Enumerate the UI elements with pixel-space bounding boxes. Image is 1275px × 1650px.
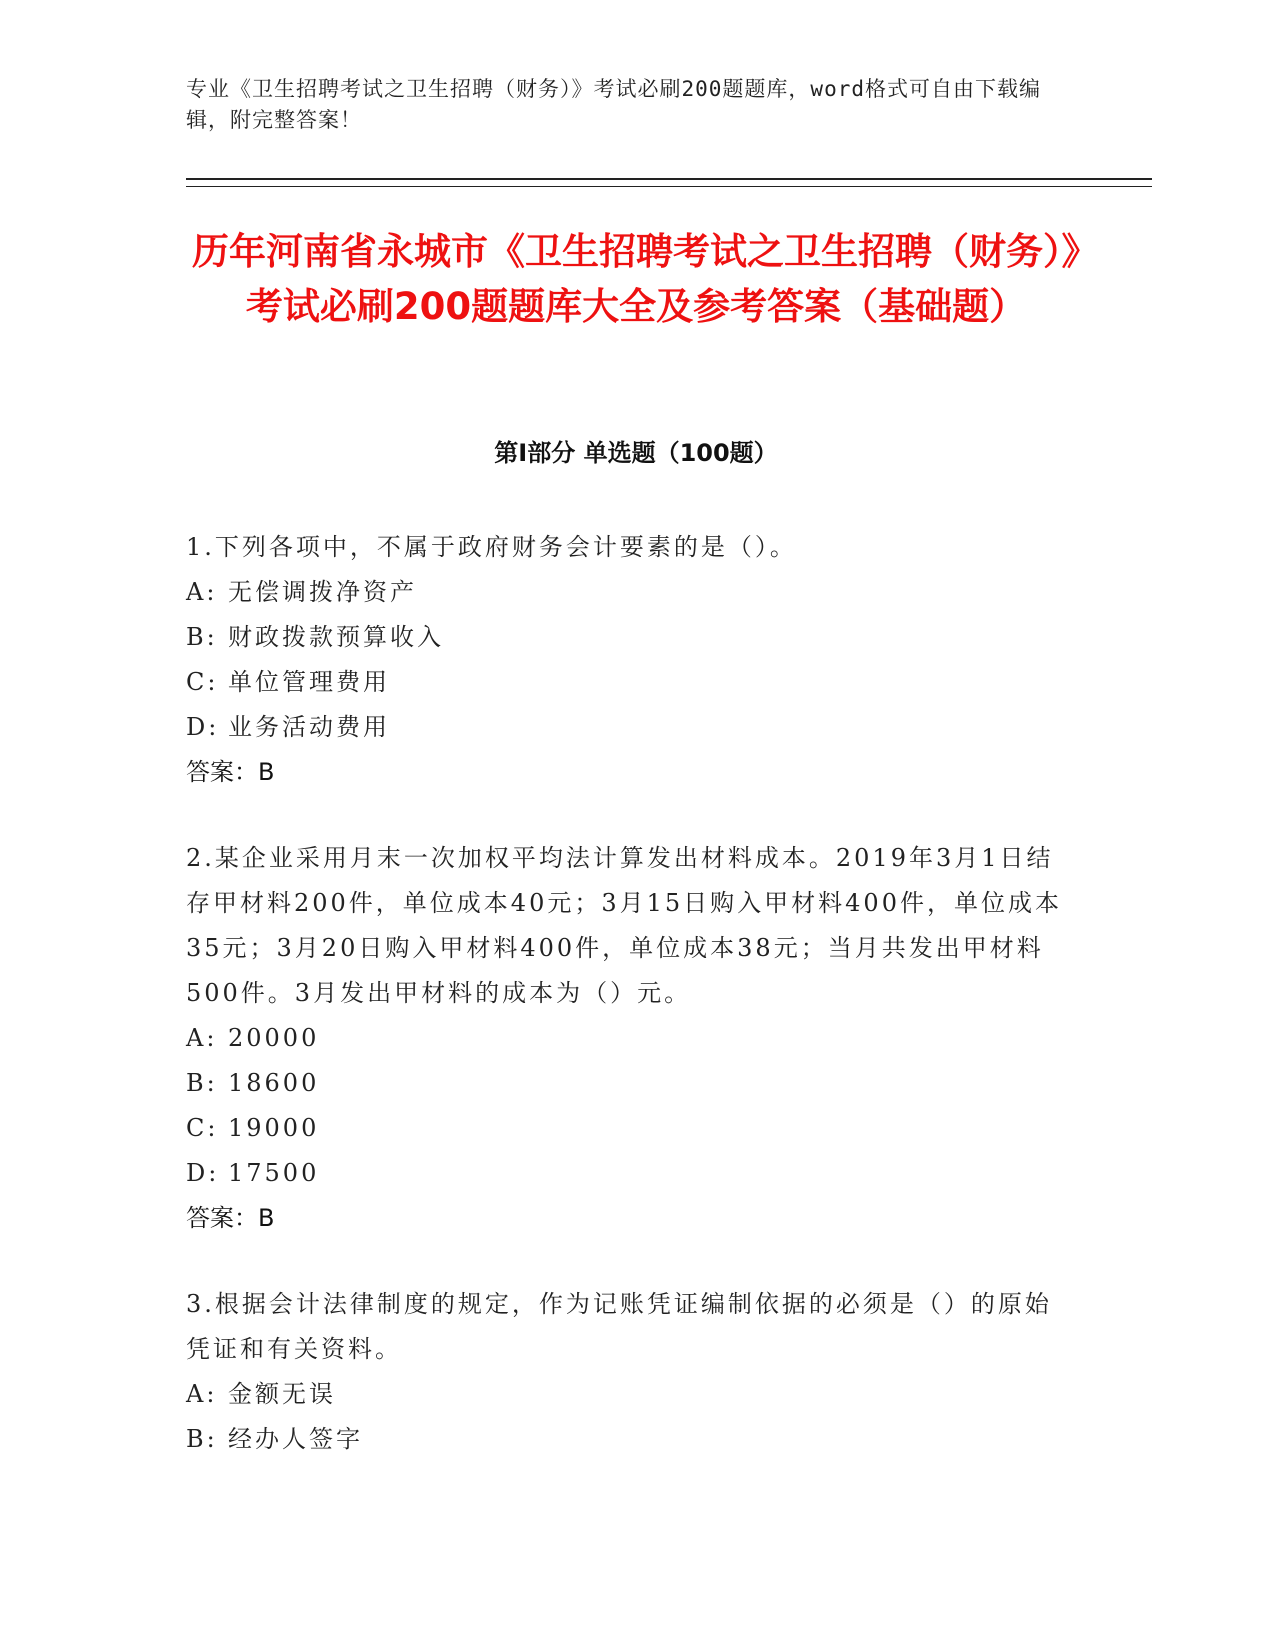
question-2 <box>186 836 1076 1241</box>
answer-line: 答案：B <box>186 758 275 786</box>
option-a <box>186 1372 1076 1417</box>
option-letter: A: <box>186 1024 218 1052</box>
option-d <box>186 1151 1076 1196</box>
question-1 <box>186 525 1076 795</box>
document-title: 历年河南省永城市《卫生招聘考试之卫生招聘（财务）》考试必刷200题题库大全及参考答案（基础题） <box>192 230 1080 328</box>
option-text: 财政拨款预算收入 <box>228 623 444 651</box>
option-b <box>186 615 1076 660</box>
option-letter: D: <box>186 1159 220 1187</box>
question-stem: 3.根据会计法律制度的规定，作为记账凭证编制依据的必须是（）的原始凭证和有关资料。 <box>186 1290 1052 1363</box>
option-text: 无偿调拨净资产 <box>228 578 417 606</box>
option-letter: A: <box>186 578 218 606</box>
question-stem: 1.下列各项中，不属于政府财务会计要素的是（）。 <box>186 533 797 561</box>
option-text: 20000 <box>228 1024 320 1052</box>
option-a <box>186 1016 1076 1061</box>
option-text: 18600 <box>228 1069 320 1097</box>
option-d <box>186 705 1076 750</box>
option-letter: A: <box>186 1380 218 1408</box>
section-title: 第Ⅰ部分 单选题（100题） <box>494 439 778 467</box>
option-text: 金额无误 <box>228 1380 336 1408</box>
option-letter: B: <box>186 1069 218 1097</box>
option-letter: D: <box>186 713 220 741</box>
option-text: 经办人签字 <box>228 1425 363 1453</box>
option-b <box>186 1061 1076 1106</box>
answer-line: 答案：B <box>186 1204 275 1232</box>
option-letter: B: <box>186 623 218 651</box>
option-text: 业务活动费用 <box>228 713 390 741</box>
option-a <box>186 570 1076 615</box>
option-text: 19000 <box>228 1114 320 1142</box>
header-note: 专业《卫生招聘考试之卫生招聘（财务）》考试必刷200题题库，word格式可自由下载编辑，附完整答案！ <box>186 77 1041 132</box>
question-list <box>186 525 1076 1503</box>
option-text: 17500 <box>228 1159 320 1187</box>
header-rule-thin <box>186 186 1152 187</box>
question-3 <box>186 1282 1076 1462</box>
option-text: 单位管理费用 <box>228 668 390 696</box>
option-letter: B: <box>186 1425 218 1453</box>
option-c <box>186 1106 1076 1151</box>
header-rule-thick <box>186 178 1152 180</box>
question-stem: 2.某企业采用月末一次加权平均法计算发出材料成本。2019年3月1日结存甲材料200件，单位成本40元；3月15日购入甲材料400件，单位成本35元；3月20日购入甲材料400件，单位成本38元；当月共发出甲材料500件。3月发出甲材料的成本为（）元。 <box>186 844 1062 1007</box>
option-b <box>186 1417 1076 1462</box>
option-c <box>186 660 1076 705</box>
option-letter: C: <box>186 1114 219 1142</box>
option-letter: C: <box>186 668 219 696</box>
